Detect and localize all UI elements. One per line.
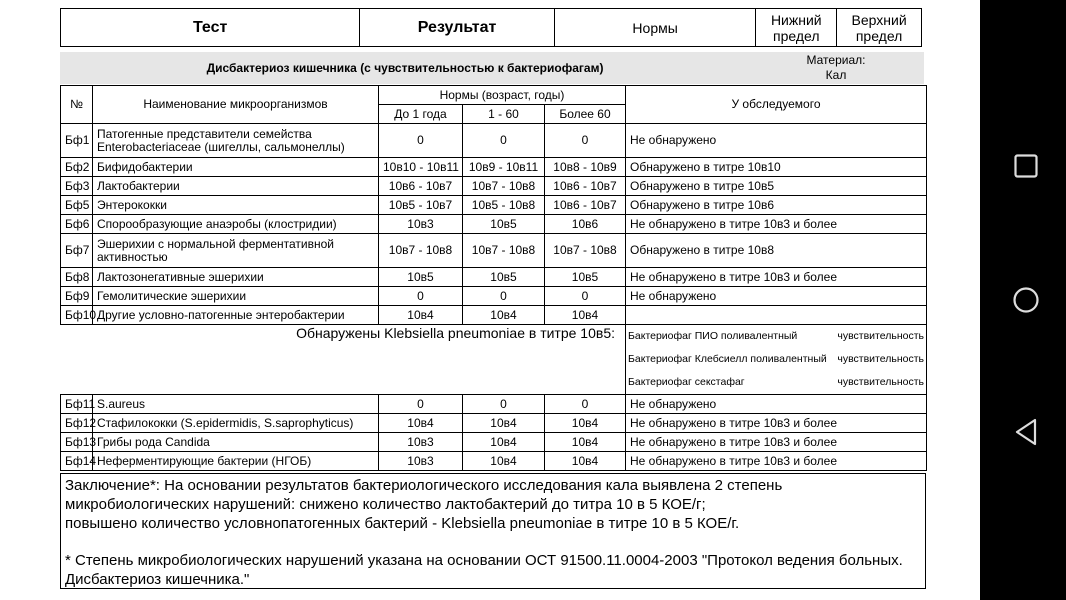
table-row: [61, 196, 927, 215]
row-code: Бф2: [61, 158, 93, 177]
conclusion-line2: микробиологических нарушений: снижено количество лактобактерий до титра 10 в 5 КОЕ/г;: [65, 496, 706, 513]
norm-1-60: 10в7 - 10в8: [463, 234, 545, 268]
norm-under-1: 0: [379, 395, 463, 414]
norm-1-60: 10в4: [463, 414, 545, 433]
norm-under-1: 10в5 - 10в7: [379, 196, 463, 215]
th-num: №: [61, 86, 93, 124]
microorganisms-table: [60, 85, 927, 471]
phage-value: чувствительность: [837, 352, 924, 365]
phage-sensitivity-list: [626, 325, 927, 395]
norm-over-60: 10в4: [545, 414, 626, 433]
norm-1-60: 10в5: [463, 268, 545, 287]
norm-over-60: 10в4: [545, 452, 626, 471]
row-name: Эшерихии с нормальной ферментативной активностью: [93, 234, 379, 268]
row-name: Лактобактерии: [93, 177, 379, 196]
norm-1-60: 0: [463, 395, 545, 414]
klebsiella-title: Обнаружены Klebsiella pneumoniae в титре 10в5:: [296, 325, 615, 341]
phage-item: [628, 345, 924, 373]
norm-over-60: 0: [545, 287, 626, 306]
header-lower: Нижний предел: [756, 9, 837, 46]
table-row: [61, 215, 927, 234]
patient-result: Не обнаружено в титре 10в3 и более: [626, 414, 927, 433]
table-row: [61, 414, 927, 433]
th-patient: У обследуемого: [626, 86, 927, 124]
norm-1-60: 0: [463, 287, 545, 306]
phage-name: Бактериофаг секстафаг: [628, 375, 745, 388]
conclusion: [60, 473, 926, 589]
header-norms: Нормы: [555, 9, 757, 46]
row-name: Другие условно-патогенные энтеробактерии: [93, 306, 379, 325]
patient-result: [626, 306, 927, 325]
table-row: [61, 124, 927, 158]
table-row: [61, 306, 927, 325]
report-header: [60, 8, 922, 47]
norm-under-1: 10в3: [379, 433, 463, 452]
norm-over-60: 10в8 - 10в9: [545, 158, 626, 177]
norm-1-60: 10в4: [463, 452, 545, 471]
row-name: Спорообразующие анаэробы (клостридии): [93, 215, 379, 234]
row-name: Патогенные представители семейства Enterobacteriaceae (шигеллы, сальмонеллы): [93, 124, 379, 158]
row-code: Бф12: [61, 414, 93, 433]
norm-1-60: 10в5 - 10в8: [463, 196, 545, 215]
row-code: Бф13: [61, 433, 93, 452]
table-row: [61, 268, 927, 287]
row-code: Бф3: [61, 177, 93, 196]
norm-under-1: 10в4: [379, 306, 463, 325]
row-name: Бифидобактерии: [93, 158, 379, 177]
phage-name: Бактериофаг Клебсиелл поливалентный: [628, 352, 827, 365]
norm-under-1: 10в10 - 10в11: [379, 158, 463, 177]
th-age2: 1 - 60: [463, 105, 545, 124]
row-code: Бф9: [61, 287, 93, 306]
row-name: Энтерококки: [93, 196, 379, 215]
norm-under-1: 0: [379, 124, 463, 158]
norm-over-60: 10в6 - 10в7: [545, 177, 626, 196]
norm-over-60: 10в6 - 10в7: [545, 196, 626, 215]
patient-result: Обнаружено в титре 10в8: [626, 234, 927, 268]
th-age1: До 1 года: [379, 105, 463, 124]
norm-over-60: 10в6: [545, 215, 626, 234]
norm-1-60: 10в9 - 10в11: [463, 158, 545, 177]
header-result: Результат: [360, 9, 555, 46]
row-code: Бф10: [61, 306, 93, 325]
th-norms-age: Нормы (возраст, годы): [379, 86, 626, 105]
home-icon[interactable]: [1012, 286, 1040, 314]
conclusion-footnote: * Степень микробиологических нарушений указана на основании ОСТ 91500.11.0004-2003 "Протокол ведения больных. Дисбактериоз кишечника.": [65, 552, 903, 588]
norm-1-60: 0: [463, 124, 545, 158]
row-code: Бф8: [61, 268, 93, 287]
patient-result: Обнаружено в титре 10в10: [626, 158, 927, 177]
norm-over-60: 10в7 - 10в8: [545, 234, 626, 268]
th-name: Наименование микроорганизмов: [93, 86, 379, 124]
recent-apps-icon[interactable]: [1014, 154, 1038, 178]
table-row: [61, 433, 927, 452]
th-age3: Более 60: [545, 105, 626, 124]
conclusion-line3: повышено количество условнопатогенных бактерий - Klebsiella pneumoniae в титре 10 в 5 КОЕ/г.: [65, 515, 740, 532]
android-navbar: [980, 0, 1066, 600]
norm-over-60: 0: [545, 395, 626, 414]
table-row: [61, 395, 927, 414]
norm-under-1: 10в7 - 10в8: [379, 234, 463, 268]
header-upper: Верхний предел: [851, 11, 907, 44]
row-code: Бф6: [61, 215, 93, 234]
norm-under-1: 10в5: [379, 268, 463, 287]
row-code: Бф7: [61, 234, 93, 268]
patient-result: Не обнаружено в титре 10в3 и более: [626, 452, 927, 471]
conclusion-line1: Заключение*: На основании результатов бактериологического исследования кала выявлена 2 степень: [65, 477, 783, 494]
patient-result: Не обнаружено в титре 10в3 и более: [626, 433, 927, 452]
klebsiella-block: [61, 325, 927, 395]
row-code: Бф5: [61, 196, 93, 215]
norm-over-60: 10в4: [545, 306, 626, 325]
row-name: S.aureus: [93, 395, 379, 414]
row-name: Неферментирующие бактерии (НГОБ): [93, 452, 379, 471]
norm-under-1: 0: [379, 287, 463, 306]
phage-item: [628, 373, 924, 391]
row-name: Стафилококки (S.epidermidis, S.saprophyticus): [93, 414, 379, 433]
norm-1-60: 10в4: [463, 306, 545, 325]
phage-name: Бактериофаг ПИО поливалентный: [628, 329, 798, 342]
patient-result: Не обнаружено: [626, 287, 927, 306]
material-value: Кал: [825, 68, 847, 82]
patient-result: Не обнаружено в титре 10в3 и более: [626, 215, 927, 234]
header-test: Тест: [61, 9, 360, 46]
norm-over-60: 10в5: [545, 268, 626, 287]
norm-1-60: 10в7 - 10в8: [463, 177, 545, 196]
norm-over-60: 0: [545, 124, 626, 158]
section-title: Дисбактериоз кишечника (с чувствительностью к бактериофагам): [206, 61, 604, 75]
material-label-text: Материал:: [806, 53, 866, 67]
patient-result: Не обнаружено: [626, 124, 927, 158]
norm-under-1: 10в3: [379, 452, 463, 471]
table-row: [61, 452, 927, 471]
norm-1-60: 10в5: [463, 215, 545, 234]
back-icon[interactable]: [1014, 418, 1038, 446]
row-name: Грибы рода Candida: [93, 433, 379, 452]
norm-under-1: 10в3: [379, 215, 463, 234]
table-row: [61, 287, 927, 306]
row-code: Бф1: [61, 124, 93, 158]
norm-1-60: 10в4: [463, 433, 545, 452]
phage-item: [628, 327, 924, 345]
row-name: Гемолитические эшерихии: [93, 287, 379, 306]
row-code: Бф14: [61, 452, 93, 471]
patient-result: Обнаружено в титре 10в5: [626, 177, 927, 196]
table-row: [61, 234, 927, 268]
norm-under-1: 10в4: [379, 414, 463, 433]
section-band: [60, 52, 924, 84]
phage-value: чувствительность: [837, 375, 924, 388]
patient-result: Обнаружено в титре 10в6: [626, 196, 927, 215]
material-label: [790, 53, 882, 83]
norm-under-1: 10в6 - 10в7: [379, 177, 463, 196]
table-row: [61, 158, 927, 177]
row-name: Лактозонегативные эшерихии: [93, 268, 379, 287]
row-code: Бф11: [61, 395, 93, 414]
patient-result: Не обнаружено: [626, 395, 927, 414]
patient-result: Не обнаружено в титре 10в3 и более: [626, 268, 927, 287]
norm-over-60: 10в4: [545, 433, 626, 452]
phage-value: чувствительность: [837, 329, 924, 342]
table-row: [61, 177, 927, 196]
